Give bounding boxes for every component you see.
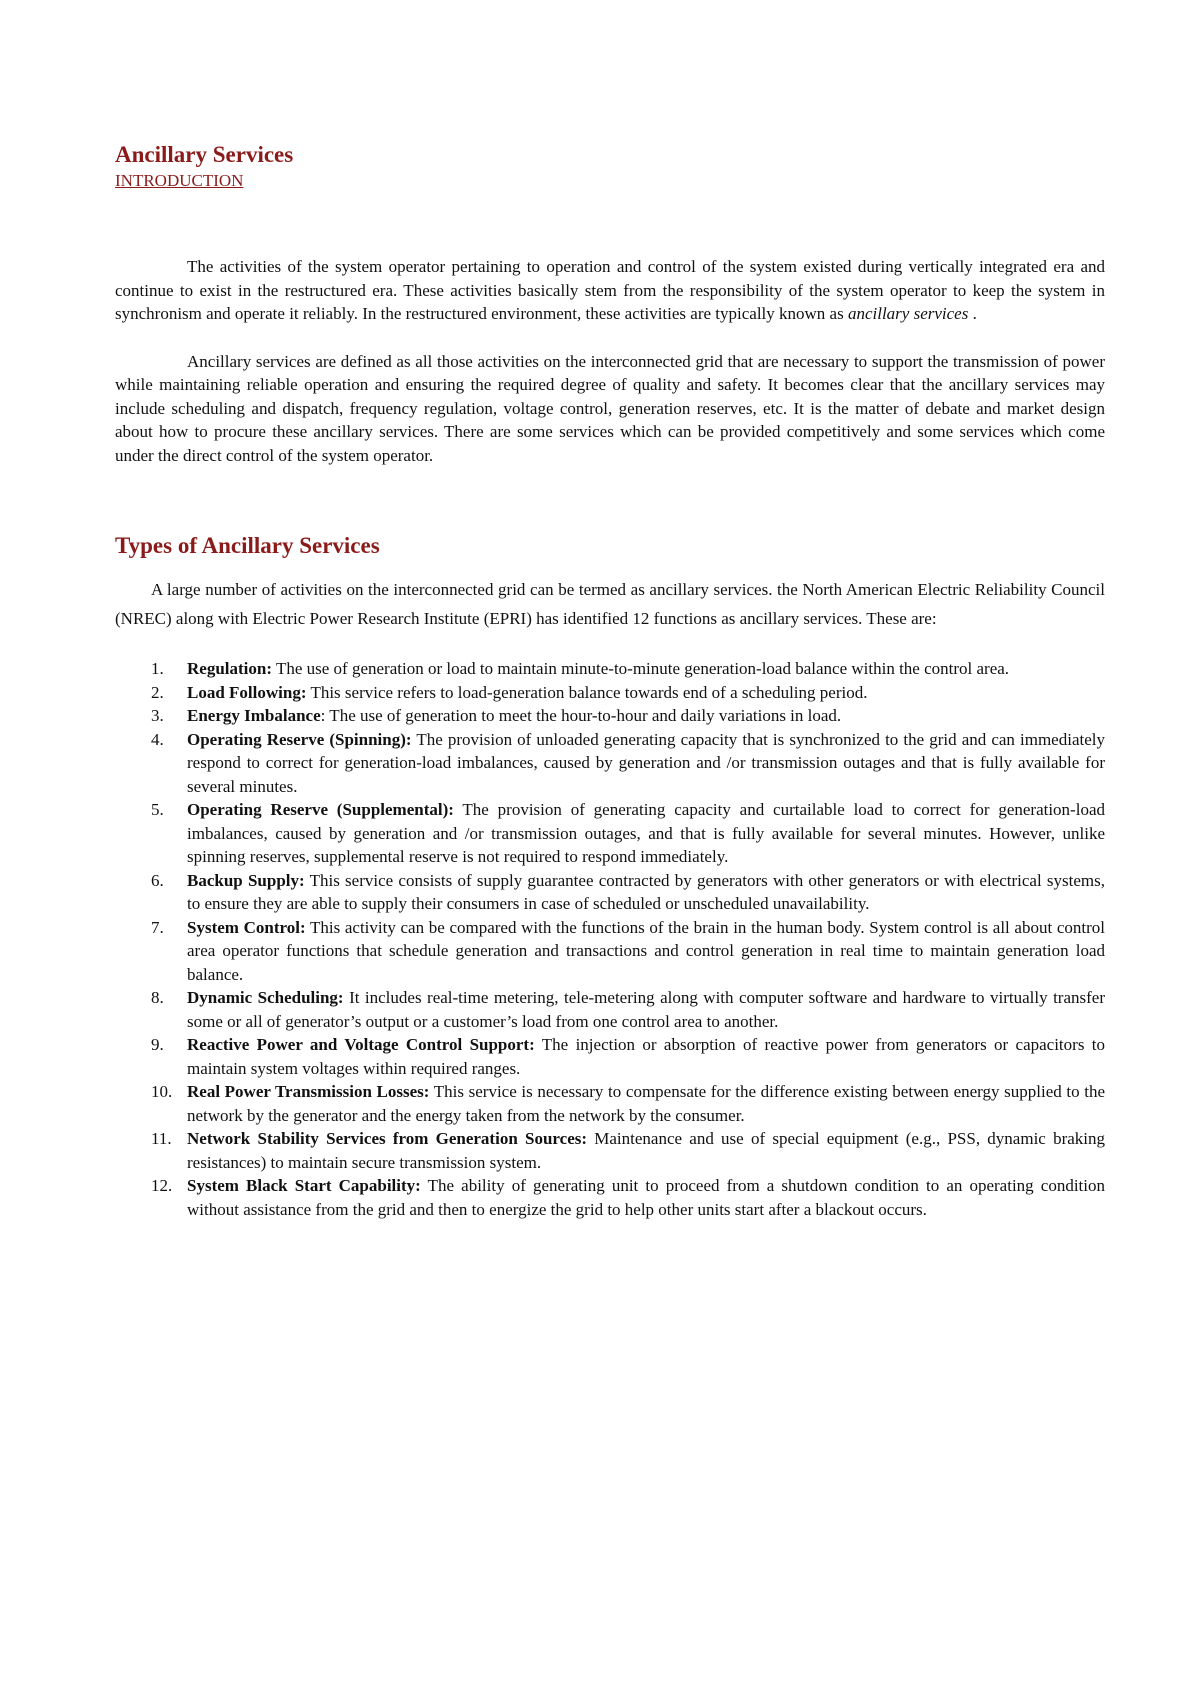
- types-paragraph: A large number of activities on the interconnected grid can be termed as ancillary services. the North American Electric Reliability Council (NREC) along with Electric Power Research Institute (EPRI) has identified 12 functions as ancillary services. These are:: [115, 580, 1105, 628]
- list-item-description: : The use of generation to meet the hour-to-hour and daily variations in load.: [320, 706, 842, 725]
- document-title: Ancillary Services: [115, 142, 294, 167]
- list-item-number: 11.: [151, 1129, 172, 1148]
- list-item-term: Operating Reserve (Spinning):: [187, 729, 412, 749]
- list-item-number: 6.: [151, 870, 164, 890]
- list-item-term: Load Following:: [187, 682, 307, 702]
- list-item-description: The provision of unloaded generating capacity that is synchronized to the grid and can immediately respond to correct for generation-load imbalances, caused by generation and /or transmission outages and that is fully available for several minutes.: [187, 729, 1105, 796]
- list-item-term: Operating Reserve (Supplemental):: [187, 800, 454, 819]
- list-item: [115, 1127, 1105, 1174]
- list-item-description: The injection or absorption of reactive power from generators or capacitors to maintain system voltages within required ranges.: [187, 1035, 1106, 1078]
- list-item-number: 9.: [151, 1035, 164, 1054]
- list-item-term: Regulation:: [187, 659, 272, 678]
- list-item: [115, 869, 1105, 916]
- intro-paragraph-1: [115, 255, 1105, 326]
- list-item: [115, 657, 1105, 681]
- list-item-number: 12.: [151, 1176, 173, 1195]
- list-item-term: Backup Supply:: [187, 870, 305, 890]
- list-item-number: 2.: [151, 682, 164, 702]
- services-list: [115, 657, 1105, 1221]
- list-item-number: 5.: [151, 800, 164, 819]
- list-item-description: The use of generation or load to maintain minute-to-minute generation-load balance within the control area.: [272, 659, 1010, 678]
- list-item-description: The ability of generating unit to proceed from a shutdown condition to an operating condition without assistance from the grid and then to energize the grid to help other units start after a blackout occurs.: [187, 1176, 1105, 1219]
- list-item: [115, 1033, 1105, 1080]
- list-item-number: 3.: [151, 706, 164, 725]
- list-item-description: The provision of generating capacity and curtailable load to correct for generation-load imbalances, caused by generation and /or transmission outages, and that is fully available for several minutes. However, unlike spinning reserves, supplemental reserve is not required to respond immediately.: [187, 800, 1105, 866]
- intro-paragraph-1-text: The activities of the system operator pertaining to operation and control of the system existed during vertically integrated era and continue to exist in the restructured era. These activities basically stem from the responsibility of the system operator to keep the system in synchronism and operate it reliably. In the restructured environment, these activities are typically known as: [115, 257, 1105, 323]
- subtitle-row: [115, 170, 1105, 192]
- list-item-description: This service refers to load-generation balance towards end of a scheduling period.: [306, 682, 868, 702]
- list-item: [115, 798, 1105, 869]
- list-item-term: Reactive Power and Voltage Control Support:: [187, 1035, 535, 1054]
- list-item-term: Real Power Transmission Losses:: [187, 1082, 430, 1101]
- list-item: [115, 704, 1105, 728]
- list-item-description: This service is necessary to compensate for the difference existing between energy supplied to the network by the generator and the energy taken from the network by the consumer.: [187, 1082, 1105, 1125]
- list-item-term: System Black Start Capability:: [187, 1176, 421, 1195]
- list-item: [115, 1080, 1105, 1127]
- intro-paragraph-1-end: .: [968, 304, 977, 323]
- list-item: [115, 1174, 1105, 1221]
- list-item-term: Network Stability Services from Generation Sources:: [187, 1129, 588, 1148]
- list-item-number: 7.: [151, 917, 164, 937]
- list-item-description: This service consists of supply guarantee contracted by generators with other generators or with electrical systems, to ensure they are able to supply their consumers in case of scheduled or unscheduled unavailability.: [187, 870, 1106, 913]
- intro-paragraph-1-emphasis: ancillary services: [847, 304, 969, 323]
- list-item: [115, 728, 1105, 799]
- list-item-term: Dynamic Scheduling:: [187, 988, 344, 1007]
- document-page: [115, 140, 1105, 1221]
- list-item-description: Maintenance and use of special equipment (e.g., PSS, dynamic braking resistances) to maintain secure transmission system.: [187, 1129, 1105, 1172]
- list-item: [115, 986, 1105, 1033]
- list-item-number: 4.: [151, 729, 164, 749]
- list-item: [115, 681, 1105, 705]
- document-subtitle: INTRODUCTION: [115, 171, 244, 190]
- list-item-number: 10.: [151, 1082, 173, 1101]
- list-item: [115, 916, 1105, 987]
- list-item-number: 1.: [151, 659, 164, 678]
- list-item-description: It includes real-time metering, tele-metering along with computer software and hardware to virtually transfer some or all of generator’s output or a customer’s load from one control area to another.: [187, 988, 1105, 1031]
- types-heading: Types of Ancillary Services: [115, 533, 380, 558]
- intro-paragraph-2: Ancillary services are defined as all those activities on the interconnected grid that are necessary to support the transmission of power while maintaining reliable operation and ensuring the required degree of quality and safety. It becomes clear that the ancillary services may include scheduling and dispatch, frequency regulation, voltage control, generation reserves, etc. It is the matter of debate and market design about how to procure these ancillary services. There are some services which can be provided competitively and some services which come under the direct control of the system operator.: [115, 351, 1105, 465]
- list-item-description: This activity can be compared with the functions of the brain in the human body. System control is all about control area operator functions that schedule generation and transactions and control generation in real time to maintain generation load balance.: [187, 917, 1105, 984]
- list-item-term: System Control:: [187, 917, 306, 937]
- list-item-term: Energy Imbalance: [187, 706, 321, 725]
- list-item-number: 8.: [151, 988, 164, 1007]
